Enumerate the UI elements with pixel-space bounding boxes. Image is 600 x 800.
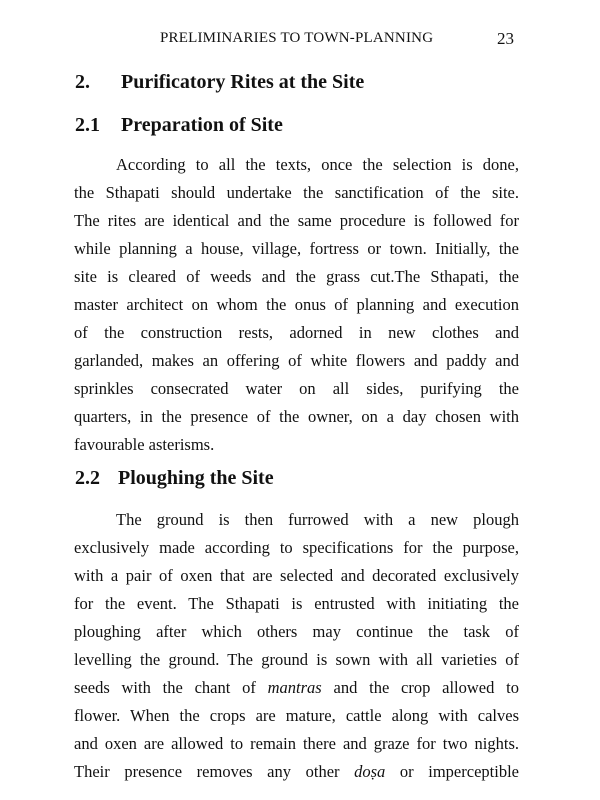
text-line-with-italic <box>74 758 519 786</box>
text-line: site is cleared of weeds and the grass cut.The Sthapati, the <box>74 267 519 286</box>
section-number: 2. <box>75 71 90 93</box>
text-line: exclusively made according to specifications for the purpose, <box>74 538 519 557</box>
text-line-with-italic <box>74 674 519 702</box>
text-line: quarters, in the presence of the owner, on a day chosen with <box>74 407 519 426</box>
text-line: garlanded, makes an offering of white flowers and paddy and <box>74 351 519 370</box>
text-line: master architect on whom the onus of planning and execution <box>74 295 519 314</box>
text-segment: seeds with the chant of <box>74 678 268 697</box>
text-line: and oxen are allowed to remain there and graze for two nights. <box>74 734 519 753</box>
text-line: The rites are identical and the same procedure is followed for <box>74 211 519 230</box>
text-line: sprinkles consecrated water on all sides, purifying the <box>74 379 519 398</box>
text-line: while planning a house, village, fortress or town. Initially, the <box>74 239 519 258</box>
subsection-2-title: Ploughing the Site <box>118 467 274 489</box>
section-title: Purificatory Rites at the Site <box>121 71 365 93</box>
text-segment: Their presence removes any other <box>74 762 355 781</box>
italic-term-dosa: doṣa <box>354 762 386 781</box>
subsection-1-number: 2.1 <box>75 114 100 136</box>
subsection-2-number: 2.2 <box>75 467 100 489</box>
subsection-1-title: Preparation of Site <box>121 114 283 136</box>
text-line: of the construction rests, adorned in new clothes and <box>74 323 519 342</box>
text-segment: and the crop allowed to <box>321 678 519 697</box>
text-line: the Sthapati should undertake the sanctification of the site. <box>74 183 519 202</box>
text-line: with a pair of oxen that are selected and decorated exclusively <box>74 566 519 585</box>
text-line: The ground is then furrowed with a new plough <box>116 510 519 529</box>
text-line: According to all the texts, once the selection is done, <box>116 155 519 174</box>
italic-term-mantras: mantras <box>267 678 322 697</box>
paragraph-ploughing-the-site <box>74 506 519 786</box>
page-number: 23 <box>497 29 514 48</box>
text-line: for the event. The Sthapati is entrusted with initiating the <box>74 594 519 613</box>
text-line: ploughing after which others may continue the task of <box>74 622 519 641</box>
running-head: PRELIMINARIES TO TOWN-PLANNING <box>160 30 434 46</box>
text-line: levelling the ground. The ground is sown with all varieties of <box>74 650 519 669</box>
text-line: flower. When the crops are mature, cattle along with calves <box>74 706 519 725</box>
text-segment: or imperceptible <box>385 762 519 781</box>
paragraph-preparation-of-site <box>74 151 519 459</box>
text-line: favourable asterisms. <box>74 435 215 454</box>
